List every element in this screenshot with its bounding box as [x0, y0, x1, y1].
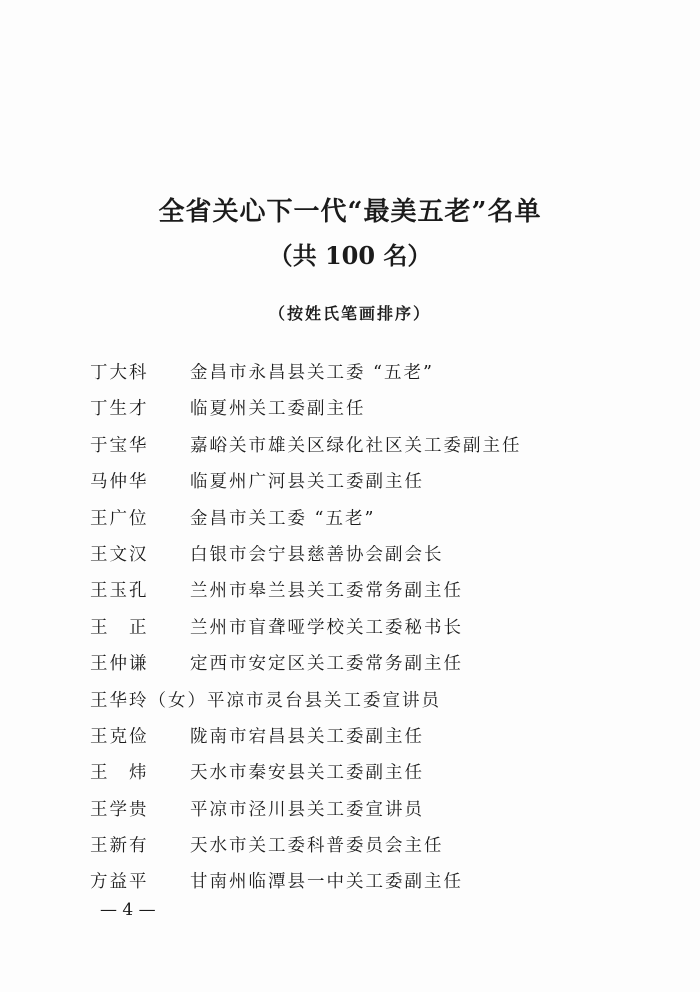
person-name: 王仲谦	[90, 654, 149, 675]
page-subtitle: （共 100 名）	[268, 241, 432, 270]
person-name: 于宝华	[90, 435, 149, 456]
person-name: 王新有	[90, 836, 149, 857]
person-position: 天水市秦安县关工委副主任	[190, 763, 424, 784]
list-item	[0, 432, 700, 468]
list-item	[0, 505, 700, 541]
person-position: 嘉峪关市雄关区绿化社区关工委副主任	[190, 435, 522, 456]
list-item	[0, 723, 700, 759]
person-name: 王文汉	[90, 544, 149, 565]
person-position: 甘南州临潭县一中关工委副主任	[190, 872, 463, 893]
list-item	[0, 687, 700, 723]
list-item	[0, 650, 700, 686]
sort-note: （按姓氏笔画排序）	[268, 304, 431, 323]
person-name: 王克俭	[90, 726, 149, 747]
list-item	[0, 796, 700, 832]
person-position: 兰州市盲聋哑学校关工委秘书长	[190, 617, 463, 638]
list-item	[0, 577, 700, 613]
person-name: 王 正	[90, 617, 149, 638]
person-name: 马仲华	[90, 472, 149, 493]
person-name: 王华玲（女）	[90, 690, 207, 711]
person-name: 丁生才	[90, 399, 149, 420]
person-position: 金昌市永昌县关工委 “五老”	[190, 363, 434, 383]
person-position: 兰州市皋兰县关工委常务副主任	[190, 581, 463, 602]
list-item	[0, 759, 700, 795]
person-position: 天水市关工委科普委员会主任	[190, 836, 444, 857]
list-item	[0, 395, 700, 431]
list-item	[0, 614, 700, 650]
person-name: 王学贵	[90, 799, 149, 820]
person-name: 丁大科	[90, 363, 149, 383]
person-position: 临夏州广河县关工委副主任	[190, 472, 424, 493]
person-position: 平凉市灵台县关工委宣讲员	[207, 690, 441, 711]
person-name: 方益平	[90, 872, 149, 893]
person-name: 王广位	[90, 508, 149, 529]
person-position: 白银市会宁县慈善协会副会长	[190, 544, 444, 565]
person-position: 陇南市宕昌县关工委副主任	[190, 726, 424, 747]
list-item	[0, 359, 700, 395]
person-position: 定西市安定区关工委常务副主任	[190, 654, 463, 675]
person-position: 金昌市关工委 “五老”	[190, 508, 376, 529]
list-item	[0, 468, 700, 504]
list-item	[0, 832, 700, 868]
list-item	[0, 541, 700, 577]
person-name: 王 炜	[90, 763, 149, 784]
person-position: 平凉市泾川县关工委宣讲员	[190, 799, 424, 820]
page-number: — 4 —	[100, 900, 156, 920]
person-position: 临夏州关工委副主任	[190, 399, 366, 420]
person-name: 王玉孔	[90, 581, 149, 602]
name-list	[0, 359, 700, 905]
page-title: 全省关心下一代“最美五老”名单	[158, 197, 542, 227]
